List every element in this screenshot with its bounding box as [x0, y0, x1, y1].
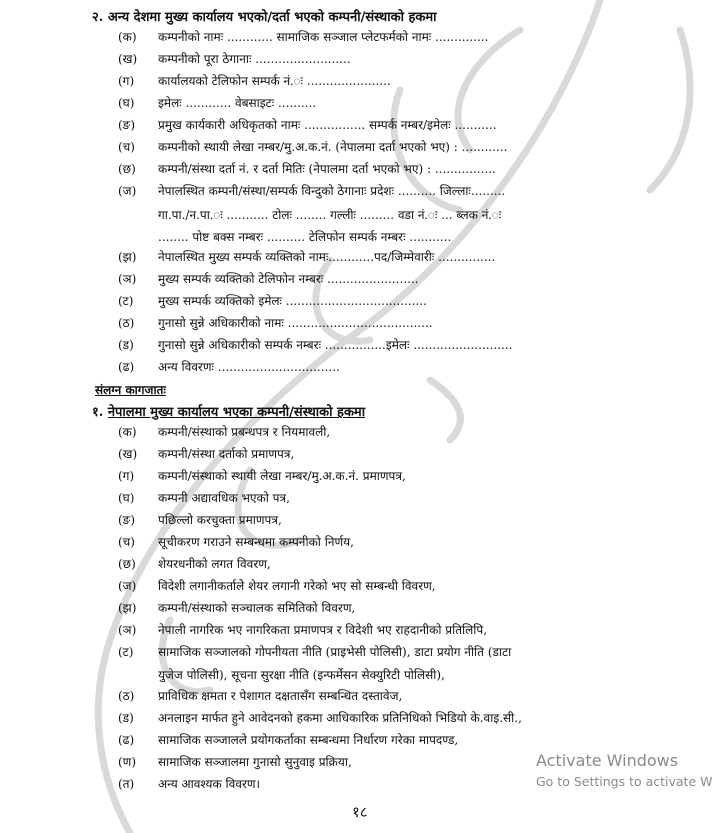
activate-windows-subtitle: Go to Settings to activate W [536, 774, 713, 789]
section-2-heading [92, 7, 437, 25]
attachments-heading: संलग्न कागजातः [95, 383, 166, 397]
page-number: १८ [352, 803, 368, 821]
activate-windows-title: Activate Windows [536, 751, 679, 770]
section-2-number: २. [92, 10, 104, 25]
list-item-continuation: गा.पा./न.पा.ः ........... टोलः ........ गल्लीः ......... वडा नं.ः ... ब्लक नं.ः [158, 208, 502, 222]
section-1-number: १. [92, 405, 104, 420]
activate-windows-notice [536, 751, 712, 789]
list-item-continuation: ........ पोष्ट बक्स नम्बरः .......... टेलिफोन सम्पर्क नम्बरः ........... [158, 230, 452, 244]
list-item-continuation: युजेज पोलिसी), सूचना सुरक्षा नीति (इन्फर्मेसन सेक्युरिटी पोलिसी), [158, 668, 445, 682]
document-page: २. अन्य देशमा मुख्य कार्यालय भएको/दर्ता भएको कम्पनी/संस्थाको हकमा (क) कम्पनीको नामः ............ सामाजिक सञ्जाल प्लेटफर्मको नामः .............. (ख) कम्पनीको पूरा ठेगानाः ......................... (ग) कार्यालयको टेलिफोन सम्पर्क नं.ः ...................... (घ) इमेलः ............ वेबसाइटः .......... (ङ) प्रमुख कार्यकारी अधिकृतको नामः ................ सम्पर्क नम्बर/इमेलः ........... (च) कम्पनीको स्थायी लेखा नम्बर/मु.अ.क.नं. (नेपालमा दर्ता भएको भए) : ............ (छ) कम्पनी/संस्था दर्ता नं. र दर्ता मितिः (नेपालमा दर्ता भएको भए) : ................ (ज) नेपालस्थित कम्पनी/संस्था/सम्पर्क विन्दुको ठेगानाः प्रदेशः .......... जिल्लाः......... गा.पा./न.पा.ः ........... टोलः ........ गल्लीः ......... वडा नं.ः ... ब्लक नं.ः ........ पोष्ट बक्स नम्बरः .......... टेलिफोन सम्पर्क नम्बरः ........... (झ) नेपालस्थित मुख्य सम्पर्क व्यक्तिको नामः............पद/जिम्मेवारीः ............... (ञ) मुख्य सम्पर्क व्यक्तिको टेलिफोन नम्बरः ........................ (ट) मुख्य सम्पर्क व्यक्तिको इमेलः ..................................... (ठ) गुनासो सुन्ने अधिकारीको नामः ...................................... (ड) गुनासो सुन्ने अधिकारीको सम्पर्क नम्बरः ................इमेलः .......................... (ढ) अन्य विवरणः ................................ संलग्न कागजातः १. नेपालमा मुख्य कार्यालय भएका कम्पनी/संस्थाको हकमा (क) कम्पनी/संस्थाको प्रबन्धपत्र र नियमावली, (ख) कम्पनी/संस्था दर्ताको प्रमाणपत्र, (ग) कम्पनी/संस्थाको स्थायी लेखा नम्बर/मु.अ.क.नं. प्रमाणपत्र, (घ) कम्पनी अद्यावधिक भएको पत्र, (ङ) पछिल्लो करचुक्ता प्रमाणपत्र, (च) सूचीकरण गराउने सम्बन्धमा कम्पनीको निर्णय, (छ) शेयरधनीको लगत विवरण, (ज) विदेशी लगानीकर्तालेे शेयर लगानी गरेको भए सो सम्बन्धी विवरण, (झ) कम्पनी/संस्थाको सञ्चालक समितिको विवरण, (ञ) नेपाली नागरिक भए नागरिकता प्रमाणपत्र र विदेशी भए राहदानीको प्रतिलिपि, (ट) सामाजिक सञ्जालको गोपनीयता नीति (प्राइभेसी पोलिसी), डाटा प्रयोग नीति (डाटा युजेज पोलिसी), सूचना सुरक्षा नीति (इन्फर्मेसन सेक्युरिटी पोलिसी), (ठ) प्राविधिक क्षमता र पेशागत दक्षतासँग सम्बन्धित दस्तावेज, (ड) अनलाइन मार्फत हुने आवेदनको हकमा आधिकारिक प्रतिनिधिको भिडियो के.वाइ.सी., (ढ) सामाजिक सञ्जालले प्रयोगकर्ताका सम्बन्धमा निर्धारण गरेका मापदण्ड, (ण) सामाजिक सञ्जालमा गुनासो सुनुवाइ प्रक्रिया, (त) अन्य आवश्यक विवरण। Activate Windows Go to Settings to activate W १८ [0, 0, 722, 833]
section-1-heading [92, 402, 365, 420]
section-2-title: अन्य देशमा मुख्य कार्यालय भएको/दर्ता भएको कम्पनी/संस्थाको हकमा [107, 10, 437, 25]
section-1-title: नेपालमा मुख्य कार्यालय भएका कम्पनी/संस्थाको हकमा [107, 405, 366, 420]
